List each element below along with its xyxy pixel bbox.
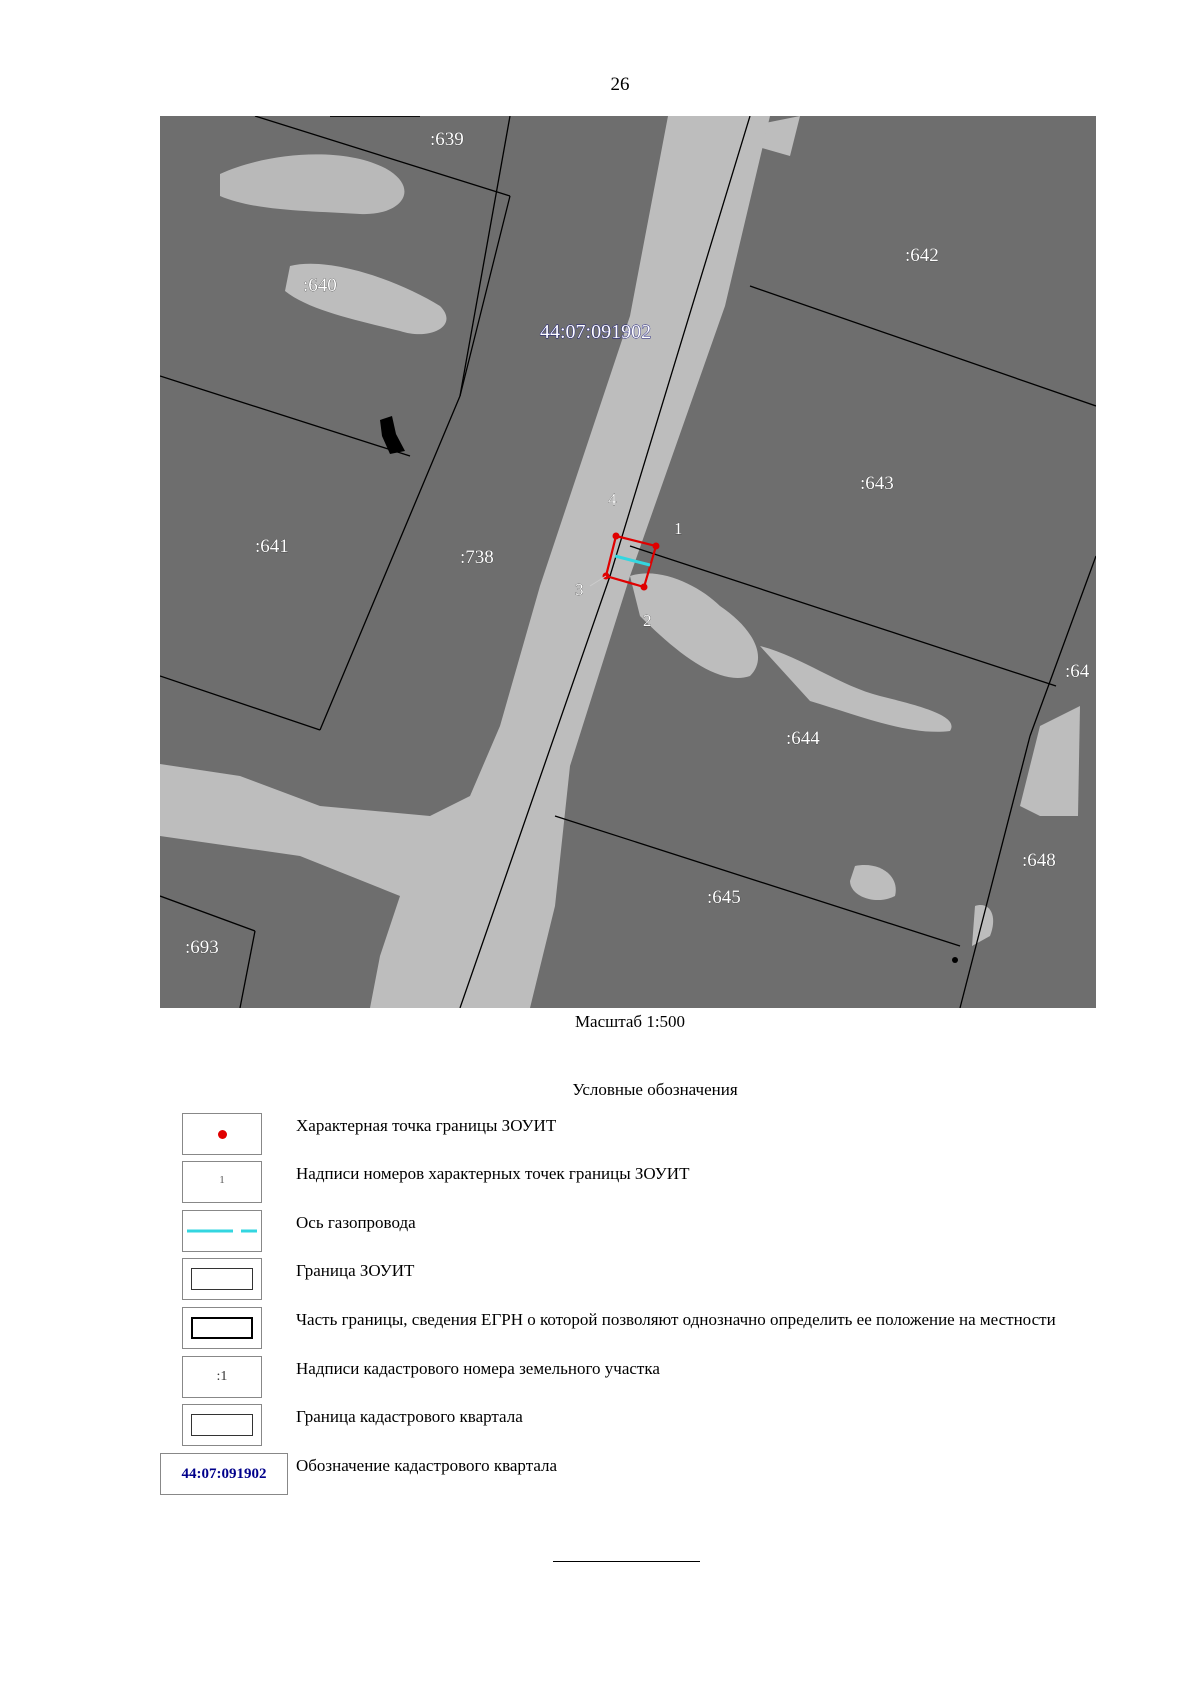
legend-symbol <box>182 1356 262 1398</box>
quarter-boundary-icon <box>191 1414 253 1436</box>
zouit-point-1 <box>653 543 660 550</box>
parcel-label-645: :645 <box>707 887 741 908</box>
legend-text: Ось газопровода <box>296 1213 416 1232</box>
legend-symbol <box>182 1113 262 1155</box>
legend-symbol <box>182 1307 262 1349</box>
legend-text: Граница кадастрового квартала <box>296 1407 523 1426</box>
map-canvas <box>160 116 1096 1008</box>
zouit-boundary-icon <box>191 1268 253 1290</box>
cadastral-number-sample: :1 <box>216 1369 228 1384</box>
zouit-point-2 <box>641 584 648 591</box>
parcel-label-648: :648 <box>1022 850 1056 871</box>
dark-spot <box>952 957 958 963</box>
parcel-label-640: :640 <box>303 275 337 296</box>
parcel-label-642: :642 <box>905 245 939 266</box>
parcel-label-693: :693 <box>185 937 219 958</box>
red-point-icon <box>218 1130 227 1139</box>
legend-text: Надписи кадастрового номера земельного участка <box>296 1359 660 1378</box>
legend-text: Граница ЗОУИТ <box>296 1261 415 1280</box>
end-rule <box>553 1561 700 1562</box>
legend-symbol <box>182 1404 262 1446</box>
legend-text: Надписи номеров характерных точек границы ЗОУИТ <box>296 1164 690 1183</box>
legend-symbol <box>160 1453 288 1495</box>
zouit-point-4 <box>613 533 620 540</box>
legend-text: Обозначение кадастрового квартала <box>296 1456 558 1475</box>
cadastral-map <box>160 116 1096 1008</box>
legend-text: Характерная точка границы ЗОУИТ <box>296 1116 557 1135</box>
legend-item-point-numbers <box>0 1161 1200 1207</box>
page-number: 26 <box>610 74 630 95</box>
point-label-1: 1 <box>674 519 683 538</box>
legend-item-gas-axis <box>0 1210 1200 1256</box>
legend-item-zouit-point <box>0 1113 1200 1159</box>
legend-item-quarter-label <box>0 1453 1200 1499</box>
parcel-label-644: :644 <box>786 728 820 749</box>
point-label-3: 3 <box>575 580 584 599</box>
legend-symbol <box>182 1161 262 1203</box>
legend-text: Часть границы, сведения ЕГРН о которой позволяют однозначно определить ее положение на местности <box>296 1310 1056 1329</box>
parcel-label-643: :643 <box>860 473 894 494</box>
legend-symbol <box>182 1210 262 1252</box>
legend-symbol <box>182 1258 262 1300</box>
map-scale: Масштаб 1:500 <box>574 1012 686 1031</box>
parcel-label-64: :64 <box>1065 661 1090 682</box>
parcel-label-641: :641 <box>255 536 289 557</box>
point-label-4: 4 <box>608 490 617 509</box>
parcel-label-639: :639 <box>430 129 464 150</box>
legend-item-egrn-boundary <box>0 1307 1200 1353</box>
legend-item-quarter-boundary <box>0 1404 1200 1450</box>
legend-title: Условные обозначения <box>572 1080 738 1099</box>
point-label-2: 2 <box>643 611 652 630</box>
legend-item-zouit-boundary <box>0 1258 1200 1304</box>
quarter-label-sample: 44:07:091902 <box>181 1466 267 1482</box>
egrn-boundary-icon <box>191 1317 253 1339</box>
point-number-sample: 1 <box>219 1174 225 1186</box>
legend-item-cadastral-number <box>0 1356 1200 1402</box>
parcel-label-738: :738 <box>460 547 494 568</box>
gas-axis-icon <box>183 1211 261 1251</box>
quarter-label: 44:07:091902 <box>540 321 652 343</box>
